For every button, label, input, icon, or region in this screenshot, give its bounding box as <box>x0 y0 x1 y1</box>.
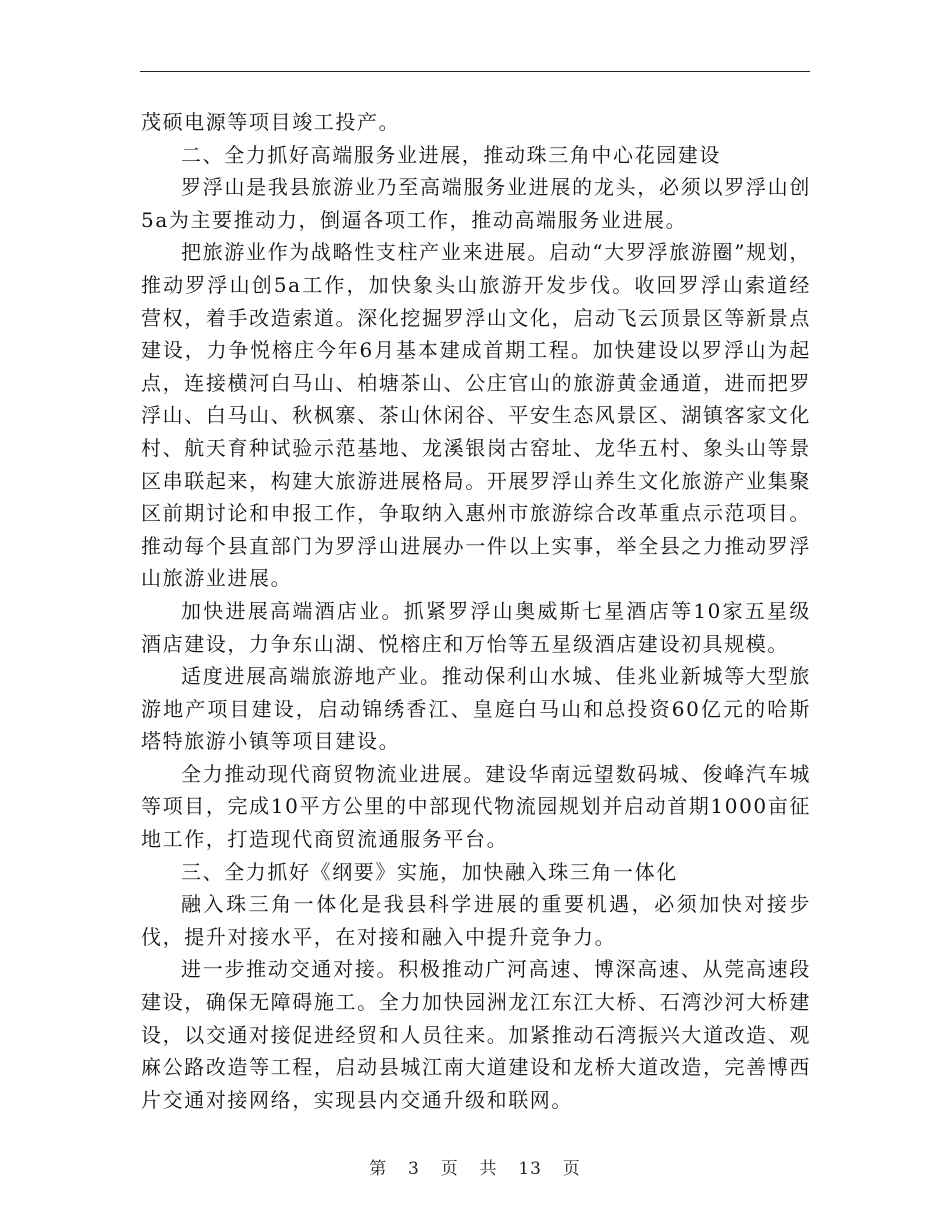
footer-total-pages: 13 <box>518 1159 542 1179</box>
footer-page-word: 页 <box>440 1159 459 1179</box>
page-footer <box>0 1154 950 1179</box>
paragraph-1: 茂硕电源等项目竣工投产。 <box>141 110 401 134</box>
section-heading-2: 二、全力抓好高端服务业进展，推动珠三角中心花园建设 <box>181 142 721 167</box>
footer-suffix: 页 <box>562 1159 581 1179</box>
paragraph-6: 适度进展高端旅游地产业。推动保利山水城、佳兆业新城等大型旅游地产项目建设，启动锦绣香江、皇庭白马山和总投资60亿元的哈斯塔特旅游小镇等项目建设。 <box>141 664 811 754</box>
paragraph-7: 全力推动现代商贸物流业进展。建设华南远望数码城、俊峰汽车城等项目，完成10平方公里的中部现代物流园规划并启动首期1000亩征地工作，打造现代商贸流通服务平台。 <box>141 761 811 852</box>
footer-total-label: 共 <box>479 1159 498 1179</box>
header-rule <box>140 71 810 72</box>
section-heading-3: 三、全力抓好《纲要》实施，加快融入珠三角一体化 <box>181 859 678 884</box>
paragraph-5: 加快进展高端酒店业。抓紧罗浮山奥威斯七星酒店等10家五星级酒店建设，力争东山湖、悦榕庄和万怡等五星级酒店建设初具规模。 <box>141 598 811 656</box>
paragraph-10: 进一步推动交通对接。积极推动广河高速、博深高速、从莞高速段建设，确保无障碍施工。全力加快园洲龙江东江大桥、石湾沙河大桥建设，以交通对接促进经贸和人员往来。加紧推动石湾振兴大道改造、观麻公路改造等工程，启动县城江南大道建设和龙桥大道改造，完善博西片交通对接网络，实现县内交通升级和联网。 <box>141 957 811 1112</box>
footer-prefix: 第 <box>369 1159 388 1179</box>
paragraph-9: 融入珠三角一体化是我县科学进展的重要机遇，必须加快对接步伐，提升对接水平，在对接和融入中提升竞争力。 <box>141 892 811 949</box>
document-body <box>141 106 811 1116</box>
paragraph-3: 罗浮山是我县旅游业乃至高端服务业进展的龙头，必须以罗浮山创5a为主要推动力，倒逼各项工作，推动高端服务业进展。 <box>141 175 811 232</box>
paragraph-4: 把旅游业作为战略性支柱产业来进展。启动“大罗浮旅游圈”规划，推动罗浮山创5a工作，加快象头山旅游开发步伐。收回罗浮山索道经营权，着手改造索道。深化挖掘罗浮山文化，启动飞云顶景区等新景点建设，力争悦榕庄今年6月基本建成首期工程。加快建设以罗浮山为起点，连接横河白马山、柏塘茶山、公庄官山的旅游黄金通道，进而把罗浮山、白马山、秋枫寨、茶山休闲谷、平安生态风景区、湖镇客家文化村、航天育种试验示范基地、龙溪银岗古窑址、龙华五村、象头山等景区串联起来，构建大旅游进展格局。开展罗浮山养生文化旅游产业集聚区前期讨论和申报工作，争取纳入惠州市旅游综合改革重点示范项目。推动每个县直部门为罗浮山进展办一件以上实事，举全县之力推动罗浮山旅游业进展。 <box>141 240 811 591</box>
footer-page-number: 3 <box>408 1159 420 1179</box>
